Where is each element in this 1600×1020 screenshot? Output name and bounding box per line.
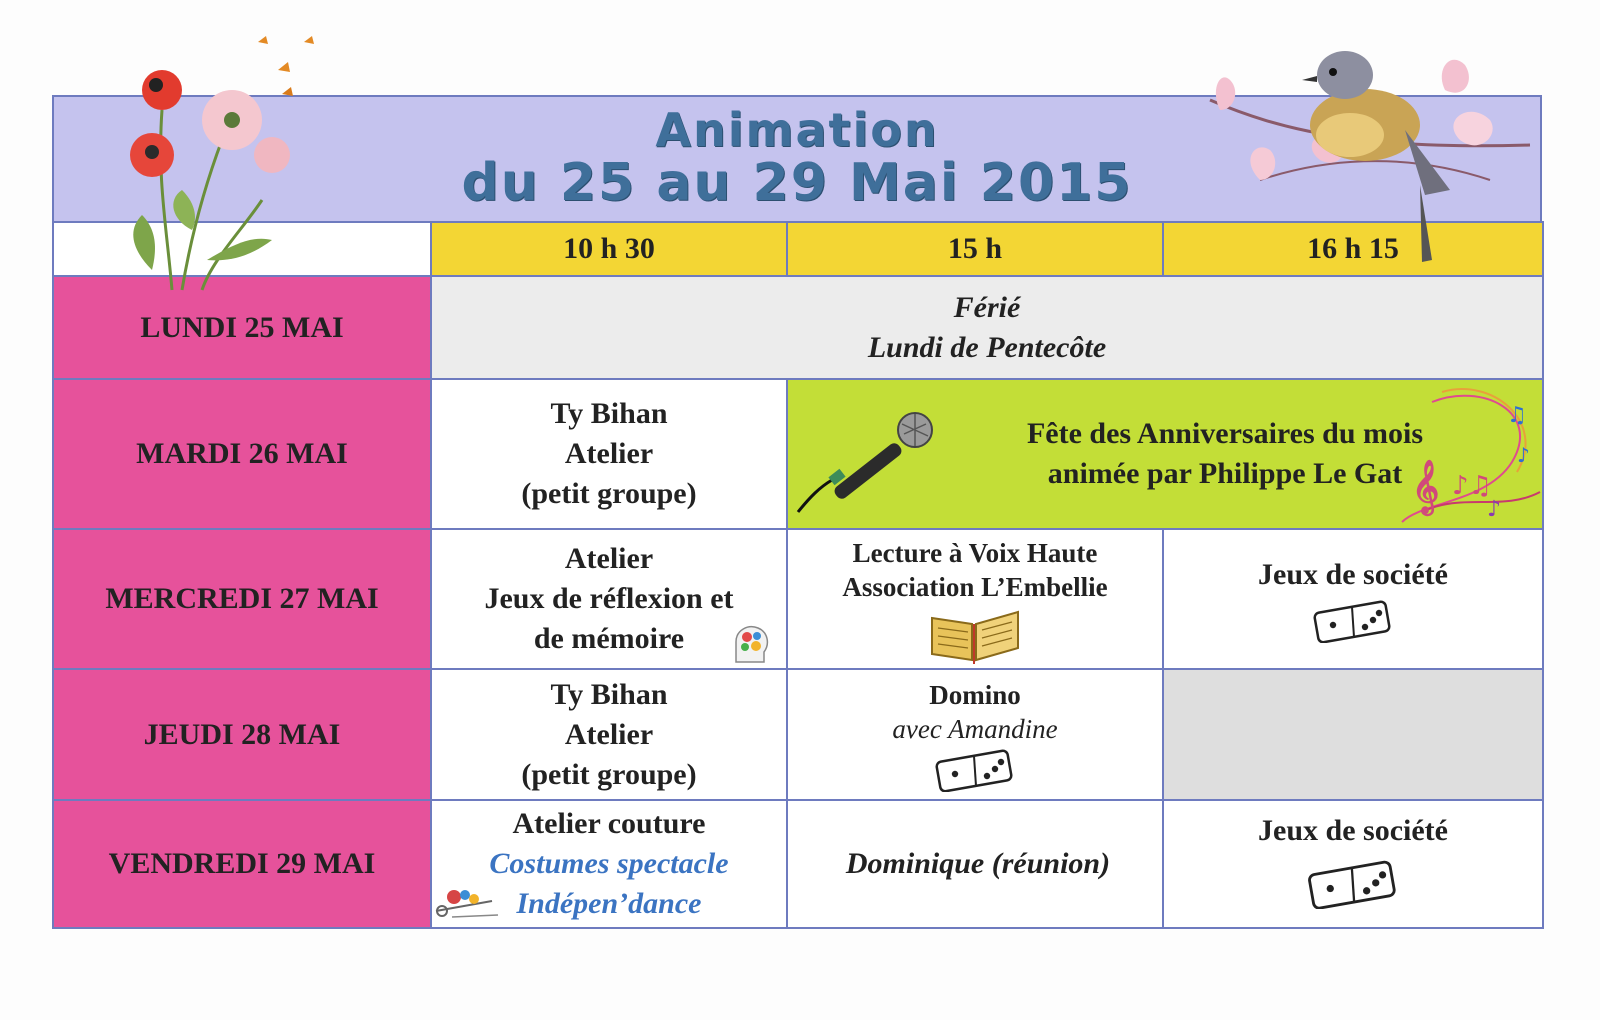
schedule-table [52,221,1544,929]
header-time-1030: 10 h 30 [431,222,787,276]
domino-icon [1307,859,1399,909]
costume-line: Costumes spectacle [489,847,729,880]
activity-cell-fri-1615 [1163,800,1543,928]
title-line-2: du 25 au 29 Mai 2015 [461,153,1133,213]
empty-cell-thu-1615 [1163,669,1543,800]
activity-line: Atelier [564,717,654,751]
bird-on-magnolia-icon [1200,30,1545,275]
activity-line: Domino [929,679,1021,710]
day-label-wednesday: MERCREDI 27 MAI [53,529,431,669]
butterflies-icon [248,30,328,110]
music-notes-icon [1392,382,1542,527]
svg-text:♪: ♪ [1487,497,1502,522]
open-book-icon [928,608,1022,664]
activity-line: Atelier [564,437,654,470]
svg-text:♪: ♪ [1517,443,1530,467]
activity-cell-wed-1615 [1163,529,1543,669]
activity-cell-tue-1030 [431,379,787,529]
microphone-icon [790,402,940,517]
activity-cell-wed-1030 [431,529,787,669]
activity-cell-thu-15 [787,669,1163,800]
svg-text:𝄞: 𝄞 [1412,459,1440,513]
party-line-2: animée par Philippe Le Gat [1047,457,1403,490]
activity-line: (petit groupe) [521,477,697,510]
holiday-line-2: Lundi de Pentecôte [867,330,1107,364]
birthday-party-cell [787,379,1543,529]
activity-line: Atelier couture [512,807,706,840]
header-time-15: 15 h [787,222,1163,276]
day-label-friday: VENDREDI 29 MAI [53,800,431,928]
day-label-thursday: JEUDI 28 MAI [53,669,431,800]
activity-line: Lecture à Voix Haute [852,538,1098,568]
title-line-1: Animation [655,103,939,157]
domino-icon [1313,599,1393,643]
sewing-kit-icon [432,881,502,921]
activity-line: Atelier [564,542,654,575]
activity-cell-wed-15 [787,529,1163,669]
header-time-1615: 16 h 15 [1163,222,1543,276]
activity-line: Jeux de société [1258,558,1448,591]
holiday-cell [431,276,1543,379]
activity-cell-fri-15 [787,800,1163,928]
activity-line-italic: avec Amandine [892,713,1058,744]
activity-cell-thu-1030 [431,669,787,800]
domino-icon [935,748,1015,792]
activity-line: de mémoire [533,622,685,655]
activity-line: Jeux de société [1258,814,1448,847]
svg-text:♪♫: ♪♫ [1452,471,1492,501]
holiday-line-1: Férié [953,290,1021,324]
activity-line: Ty Bihan [550,677,668,711]
activity-line: Association L’Embellie [842,572,1108,602]
activity-line: Jeux de réflexion et [484,582,734,615]
day-label-monday: LUNDI 25 MAI [53,276,431,379]
activity-line: (petit groupe) [521,757,697,791]
meeting-note: Dominique (réunion) [845,847,1111,880]
day-label-tuesday: MARDI 26 MAI [53,379,431,529]
costume-line: Indépen’dance [516,887,702,920]
activity-line: Ty Bihan [550,397,668,430]
brain-gears-icon [730,622,772,664]
activity-cell-fri-1030 [431,800,787,928]
party-line-1: Fête des Anniversaires du mois [1026,417,1424,450]
svg-text:♫: ♫ [1507,403,1527,428]
